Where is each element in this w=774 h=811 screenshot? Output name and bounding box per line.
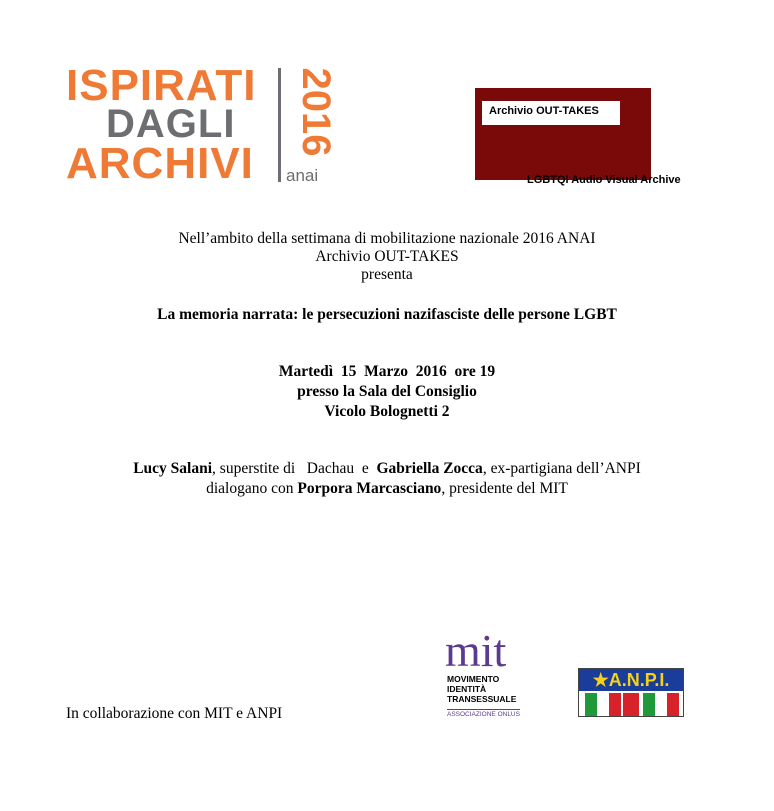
outtakes-subtitle: LGBTQI Audio Visual Archive [527, 174, 681, 186]
speaker-desc-1: , superstite di Dachau e [212, 460, 377, 477]
mit-line-3: TRANSESSUALE [447, 694, 517, 704]
speakers-block [0, 459, 774, 499]
logo-anai: anai [286, 166, 319, 185]
anpi-flag-green-1 [585, 693, 597, 716]
mit-line-2: IDENTITÀ [447, 684, 487, 694]
logo-line-ispirati: ISPIRATI [66, 61, 257, 110]
event-address: Vicolo Bolognetti 2 [324, 403, 450, 420]
mit-logo [445, 625, 545, 723]
event-venue: presso la Sala del Consiglio [297, 383, 477, 400]
speakers-line-2 [0, 479, 774, 499]
event-details [0, 362, 774, 422]
outtakes-label: Archivio OUT-TAKES [482, 101, 620, 125]
mit-logo-wordmark: mit [445, 625, 507, 676]
intro-line-3: presenta [361, 266, 413, 283]
speaker-pre-3: dialogano con [206, 480, 298, 497]
mit-line-1: MOVIMENTO [447, 674, 500, 684]
intro-line-2: Archivio OUT-TAKES [315, 248, 459, 265]
anpi-flag-green-2 [643, 693, 655, 716]
logo-divider [278, 68, 281, 182]
mit-logo-text [447, 674, 516, 704]
intro-block [0, 230, 774, 284]
mit-logo-assoc: ASSOCIAZIONE ONLUS [447, 711, 520, 718]
intro-line-1: Nell’ambito della settimana di mobilitazione nazionale 2016 ANAI [178, 230, 596, 247]
collaboration-text: In collaborazione con MIT e ANPI [66, 705, 283, 722]
ispirati-dagli-archivi-logo [66, 62, 346, 190]
event-date: Martedì 15 Marzo 2016 ore 19 [278, 363, 496, 380]
speaker-name-2: Gabriella Zocca [376, 460, 483, 477]
anpi-flag-red-center [623, 693, 639, 716]
anpi-flag-red-2 [667, 693, 679, 716]
event-title: La memoria narrata: le persecuzioni nazifasciste delle persone LGBT [157, 306, 617, 323]
outtakes-logo [475, 88, 651, 180]
logo-line-archivi: ARCHIVI [66, 139, 254, 188]
speaker-desc-3: , presidente del MIT [441, 480, 568, 497]
speaker-name-1: Lucy Salani [133, 460, 213, 477]
anpi-logo-text: ★A.N.P.I. [579, 669, 683, 691]
logo-year: 2016 [294, 67, 338, 157]
speaker-desc-2: , ex-partigiana dell’ANPI [482, 460, 641, 477]
logo-line-dagli: DAGLI [106, 102, 236, 146]
speaker-name-3: Porpora Marcasciano [297, 480, 442, 497]
speakers-line-1 [0, 459, 774, 479]
anpi-logo [578, 668, 684, 717]
anpi-flag-red-1 [609, 693, 621, 716]
